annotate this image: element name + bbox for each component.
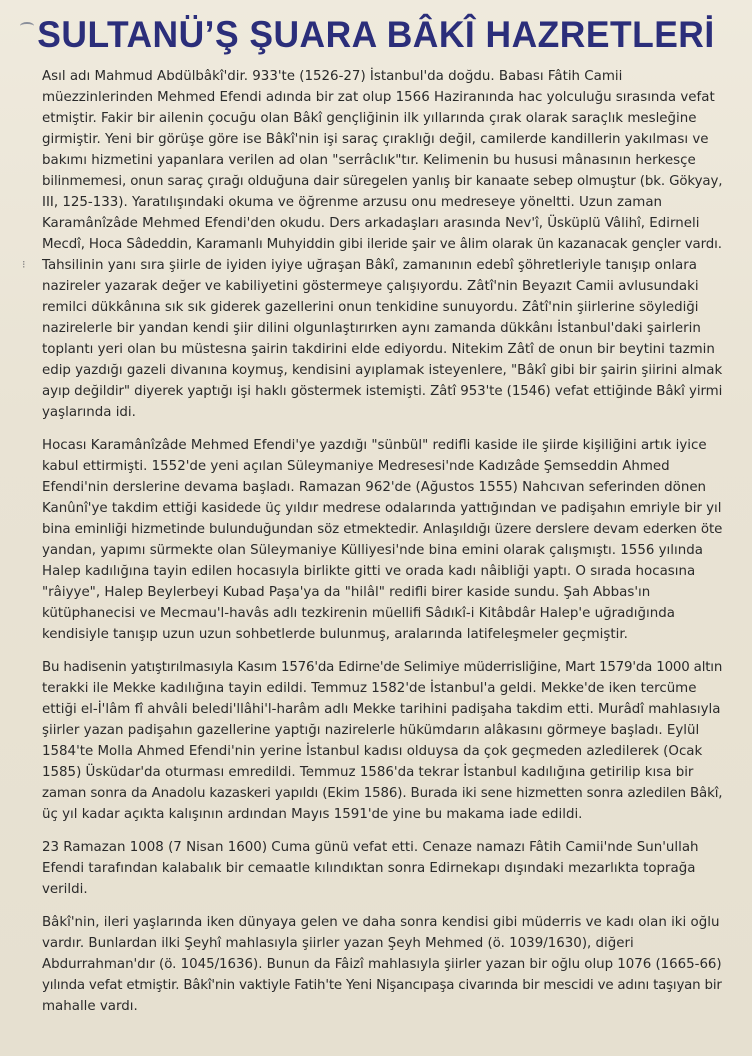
text-line: müezzinlerinden Mehmed Efendi adında bir zat olup 1566 Haziranında hac yolculuğu sırasında vefat bbox=[42, 90, 715, 105]
text-line: Bu hadisenin yatıştırılmasıyla Kasım 1576'da Edirne'de Selimiye müderrisliğine, Mart 1579'da 1000 altın bbox=[42, 660, 723, 675]
text-line: Efendi tarafından kalabalık bir cemaatle kılındıktan sonra Edirnekapı dışındaki mezarlıkta toprağa bbox=[42, 861, 696, 876]
text-line: 23 Ramazan 1008 (7 Nisan 1600) Cuma günü vefat etti. Cenaze namazı Fâtih Camii'nde Sun'ullah bbox=[42, 840, 699, 855]
page-title: SULTANÜ’Ş ŞUARA BÂKÎ HAZRETLERİ bbox=[37, 14, 715, 55]
text-line: Hocası Karamânîzâde Mehmed Efendi'ye yazdığı "sünbül" redifli kaside ile şiirde kişiliğini artık iyice bbox=[42, 438, 707, 453]
text-line: terakki ile Mekke kadılığına tayin edildi. Temmuz 1582'de İstanbul'a geldi. Mekke'de iken tercüme bbox=[42, 681, 697, 696]
text-line: nazireler yazarak değer ve kabiliyetini göstermeye çalışıyordu. Zâtî'nin Beyazıt Camii avlusundaki bbox=[42, 279, 699, 294]
text-line: kütüphanecisi ve Mecmau'l-havâs adlı tezkirenin müellifi Sâdıkî-i Kitâbdâr Halep'e uğradığında bbox=[42, 606, 675, 621]
text-line: Karamânîzâde Mehmed Efendi'den okudu. Ders arkadaşları arasında Nev'î, Üsküplü Vâlihî, Edirneli bbox=[42, 216, 700, 231]
text-line: Asıl adı Mahmud Abdülbâkî'dir. 933'te (1526-27) İstanbul'da doğdu. Babası Fâtih Camii bbox=[42, 69, 623, 84]
text-line: toplantı yeri olan bu müstesna şairin takdirini elde ediyordu. Nitekim Zâtî de onun bir beytini tazmin bbox=[42, 342, 715, 357]
text-line: etmiştir. Fakir bir ailenin çocuğu olan Bâkî gençliğinin ilk yıllarında çırak olarak saraçlık mesleğine bbox=[42, 111, 697, 126]
text-line: zaman sonra da Anadolu kazaskeri yapıldı (Ekim 1586). Burada iki sene hizmetten sonra azledilen Bâkî, bbox=[42, 786, 723, 801]
text-line: Halep kadılığına tayin edilen hocasıyla birlikte gitti ve orada kadı nâibliği yaptı. O sırada hocasına bbox=[42, 564, 696, 579]
text-line: yılında vefat etmiştir. Bâkî'nin vaktiyle Fatih'te Yeni Nişancıpaşa civarında bir mescidi ve adını taşıyan bir bbox=[42, 978, 722, 993]
text-line: bilinmemesi, onun saraç çırağı olduğuna dair süregelen yanlış bir kanaate sebep olmuştur (bk. Gökyay, bbox=[42, 174, 723, 189]
text-line: bakımı hizmetini yapanlara verilen ad olan "serrâclık"tır. Kelimenin bu hususi mânasının herkesçe bbox=[42, 153, 696, 168]
text-line: Abdurrahman'dır (ö. 1045/1636). Bunun da Fâizî mahlasıyla şiirler yazan bir oğlu olup 1076 (1665-66) bbox=[42, 957, 722, 972]
text-line: Tahsilinin yanı sıra şiirle de iyiden iyiye uğraşan Bâkî, zamanının edebî şöhretleriyle tanışıp onlara bbox=[42, 258, 697, 273]
text-line: vardır. Bunlardan ilki Şeyhî mahlasıyla şiirler yazan Şeyh Mehmed (ö. 1039/1630), diğeri bbox=[42, 936, 634, 951]
paragraph-5 bbox=[42, 912, 722, 1017]
text-line: III, 125-133). Yaratılışındaki okuma ve öğrenme arzusu onu medreseye yöneltti. Uzun zaman bbox=[42, 195, 663, 210]
paragraph-1 bbox=[42, 66, 722, 423]
text-line: nazirelerle bir yandan kendi şiir dilini olgunlaştırırken aynı zamanda dükkânı İstanbul'daki şairlerin bbox=[42, 321, 701, 336]
text-line: remilci dükkânına sık sık giderek gazellerini onun tenkidine sunuyordu. Zâtî'nin şiirlerine söylediği bbox=[42, 300, 699, 315]
text-line: kendisiyle tanışıp uzun uzun sohbetlerde bulunmuş, aralarında latifeleşmeler geçmiştir. bbox=[42, 627, 628, 642]
text-line: üç yıl kadar açıkta kalışının ardından Mayıs 1591'de yine bu makama iade edildi. bbox=[42, 807, 583, 822]
text-line: yaşlarında idi. bbox=[42, 405, 136, 420]
text-line: mahalle vardı. bbox=[42, 999, 138, 1014]
text-line: verildi. bbox=[42, 882, 88, 897]
text-line: Efendi'nin derslerine devama başladı. Ramazan 962'de (Ağustos 1555) Nahcıvan seferinden dönen bbox=[42, 480, 707, 495]
text-line: girmiştir. Yeni bir görüşe göre ise Bâkî'nin işi saraç çıraklığı değil, camilerde kandillerin yakılması ve bbox=[42, 132, 709, 147]
paragraph-2 bbox=[42, 435, 722, 645]
text-line: ayıp değildir" diyerek yaptığı işi haklı göstermek istemişti. Zâtî 953'te (1546) vefat ettiğinde Bâkî yirmi bbox=[42, 384, 723, 399]
text-line: şiirler yazan padişahın gazellerine yaptığı nazirelerle hükümdarın alâkasını görmeye başladı. Eylül bbox=[42, 723, 700, 738]
text-line: Mecdî, Hoca Sâdeddin, Karamanlı Muhyiddin gibi ileride şair ve âlim olarak ün kazanacak gençler vardı. bbox=[42, 237, 722, 252]
text-line: kabul ettirmişti. 1552'de yeni açılan Süleymaniye Medresesi'nde Kadızâde Şemseddin Ahmed bbox=[42, 459, 670, 474]
paragraph-4 bbox=[42, 837, 722, 900]
biography-text bbox=[42, 66, 722, 1029]
text-line: Bâkî'nin, ileri yaşlarında iken dünyaya gelen ve daha sonra kendisi gibi müderris ve kadı olan iki oğlu bbox=[42, 915, 720, 930]
text-line: yandan, yapımı sürmekte olan Süleymaniye Külliyesi'nde bina emini olarak çalışmıştı. 1556 yılında bbox=[42, 543, 703, 558]
text-line: 1584'te Molla Ahmed Efendi'nin yerine İstanbul kadısı olduysa da çok geçmeden azledilerek (Ocak bbox=[42, 744, 703, 759]
text-line: Kanûnî'ye takdim ettiği kasidede üç yıldır medrese odalarında yattığından ve padişahın emriyle bir yıl bbox=[42, 501, 722, 516]
text-line: edip yazdığı gazeli divanına koymuş, kendisini ayıplamak isteyenlere, "Bâkî gibi bir şairin şiirini almak bbox=[42, 363, 723, 378]
paragraph-3 bbox=[42, 657, 722, 825]
text-line: 1585) Üsküdar'da oturması emredildi. Temmuz 1586'da tekrar İstanbul kadılığına getirilip kısa bir bbox=[42, 765, 694, 780]
text-line: bina eminliği hizmetinde bulunduğundan söz etmektedir. Anlaşıldığı üzere derslere devam ederken öte bbox=[42, 522, 723, 537]
text-line: ettiği el-İ'lâm fî ahvâli beledi'llâhi'l-harâm adlı Mekke tarihini padişaha takdim etti. Murâdî mahlasıyla bbox=[42, 702, 721, 717]
text-line: "râiyye", Halep Beylerbeyi Kubad Paşa'ya da "hilâl" redifli birer kaside sundu. Şah Abbas'ın bbox=[42, 585, 651, 600]
margin-mark-icon: ⁝ bbox=[22, 258, 26, 271]
